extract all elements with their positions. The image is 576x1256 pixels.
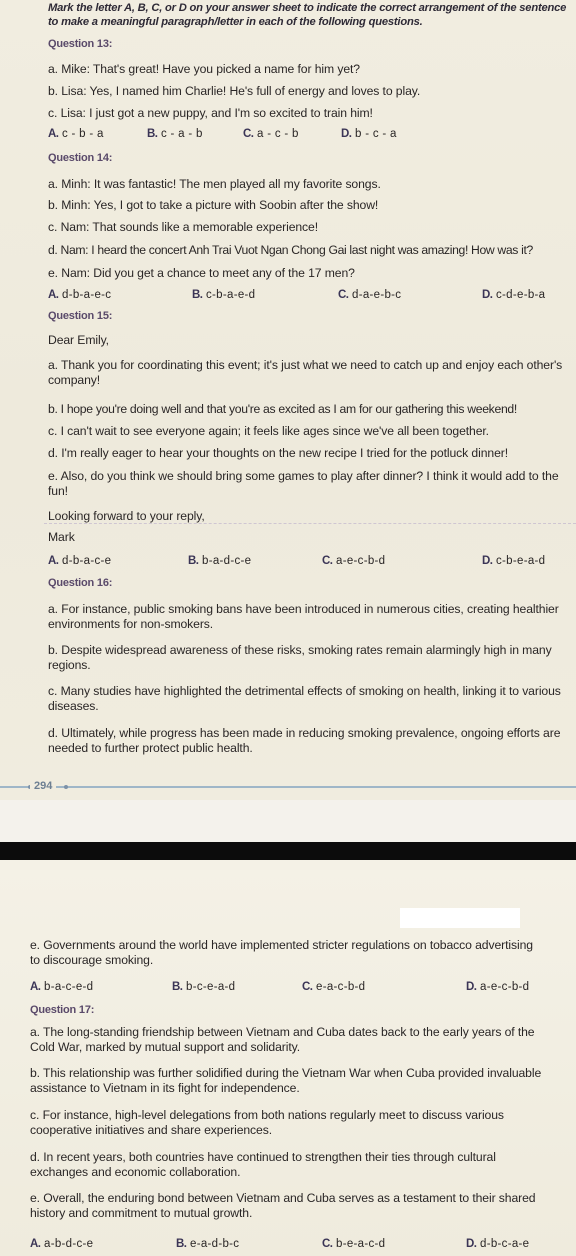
q15-option-a: A. d-b-a-c-e [48,555,112,567]
instructions: Mark the letter A, B, C, or D on your answer sheet to indicate the correct arrangement of the sentence to make a meaningful paragraph/letter in each of the following questions. [48,2,567,28]
q13-sentence-c: c. Lisa: I just got a new puppy, and I'm so excited to train him! [48,106,373,120]
q13-sentence-b: b. Lisa: Yes, I named him Charlie! He's full of energy and loves to play. [48,84,421,98]
q16-option-d: D. a-e-c-b-d [466,981,530,993]
page-number-rule [0,786,576,788]
q16-option-c: C. e-a-c-b-d [302,981,366,993]
q16-option-a: A. b-a-c-e-d [30,981,94,993]
q15-sentence-c: c. I can't wait to see everyone again; it feels like ages since we've all been together. [48,424,489,438]
screenshot-separator [0,842,576,860]
q14-sentence-c: c. Nam: That sounds like a memorable experience! [48,220,319,234]
q15-greeting: Dear Emily, [48,333,109,347]
q14-option-d: D. c-d-e-b-a [482,289,546,301]
q15-sentence-e: e. Also, do you think we should bring some games to play after dinner? I think it would add to the fun! [48,469,559,498]
page-number: 294 [30,779,56,793]
q13-option-d: D. b - c - a [341,128,397,140]
page-295 [0,860,576,1256]
question-13-label: Question 13: [48,38,113,50]
q16-sentence-d: d. Ultimately, while progress has been made in reducing smoking prevalence, ongoing efforts are needed to further protect public health. [48,726,561,755]
q16-sentence-b: b. Despite widespread awareness of these risks, smoking rates remain alarmingly high in many regions. [48,643,552,672]
q14-sentence-e: e. Nam: Did you get a chance to meet any of the 17 men? [48,266,355,280]
q17-option-d: D. d-b-c-a-e [466,1238,530,1250]
q14-sentence-a: a. Minh: It was fantastic! The men played all my favorite songs. [48,177,381,191]
bullet-dot-icon [64,785,68,789]
q17-option-c: C. b-e-a-c-d [322,1238,386,1250]
q15-option-c: C. a-e-c-b-d [322,555,386,567]
q17-sentence-c: c. For instance, high-level delegations from both nations regularly meet to discuss various cooperative initiatives and share experiences. [30,1108,504,1137]
question-16-label: Question 16: [48,577,113,589]
dashed-divider [44,523,576,524]
q17-option-b: B. e-a-d-b-c [176,1238,240,1250]
q17-option-a: A. a-b-d-c-e [30,1238,94,1250]
q17-sentence-a: a. The long-standing friendship between Vietnam and Cuba dates back to the early years of the Cold War, marked by mutual support and solidarity. [30,1025,535,1054]
q17-sentence-e: e. Overall, the enduring bond between Vietnam and Cuba serves as a testament to their shared history and commitment to mutual growth. [30,1191,536,1220]
q16-sentence-e: e. Governments around the world have implemented stricter regulations on tobacco advertising to discourage smoking. [30,938,533,967]
q14-sentence-b: b. Minh: Yes, I got to take a picture with Soobin after the show! [48,198,379,212]
q15-sentence-b: b. I hope you're doing well and that you're as excited as I am for our gathering this weekend! [48,402,517,416]
q14-option-c: C. d-a-e-b-c [338,289,402,301]
page-gap [0,800,576,842]
q14-option-a: A. d-b-a-e-c [48,289,112,301]
q15-sentence-d: d. I'm really eager to hear your thoughts on the new recipe I tried for the potluck dinner! [48,446,509,460]
q16-option-b: B. b-c-e-a-d [172,981,236,993]
q15-option-b: B. b-a-d-c-e [188,555,252,567]
q15-signature: Mark [48,530,75,544]
q13-option-b: B. c - a - b [147,128,203,140]
question-14-label: Question 14: [48,152,113,164]
q15-closing: Looking forward to your reply, [48,509,205,523]
q17-sentence-b: b. This relationship was further solidified during the Vietnam War when Cuba provided invaluable assistance to Vietnam in its fight for independence. [30,1066,542,1095]
q15-option-d: D. c-b-e-a-d [482,555,546,567]
q13-sentence-a: a. Mike: That's great! Have you picked a name for him yet? [48,62,360,76]
q14-sentence-d: d. Nam: I heard the concert Anh Trai Vuot Ngan Chong Gai last night was amazing! How was it? [48,243,533,257]
q17-sentence-d: d. In recent years, both countries have continued to strengthen their ties through cultural exchanges and economic collaboration. [30,1150,496,1179]
redacted-patch [400,908,520,928]
q13-option-a: A. c - b - a [48,128,104,140]
q13-option-c: C. a - c - b [243,128,299,140]
question-15-label: Question 15: [48,310,113,322]
q16-sentence-c: c. Many studies have highlighted the detrimental effects of smoking on health, linking it to various diseases. [48,684,561,713]
q15-sentence-a: a. Thank you for coordinating this event; it's just what we need to catch up and enjoy each other's company! [48,358,563,387]
question-17-label: Question 17: [30,1004,95,1016]
q14-option-b: B. c-b-a-e-d [192,289,256,301]
q16-sentence-a: a. For instance, public smoking bans have been introduced in numerous cities, creating healthier environments for non-smokers. [48,602,559,631]
